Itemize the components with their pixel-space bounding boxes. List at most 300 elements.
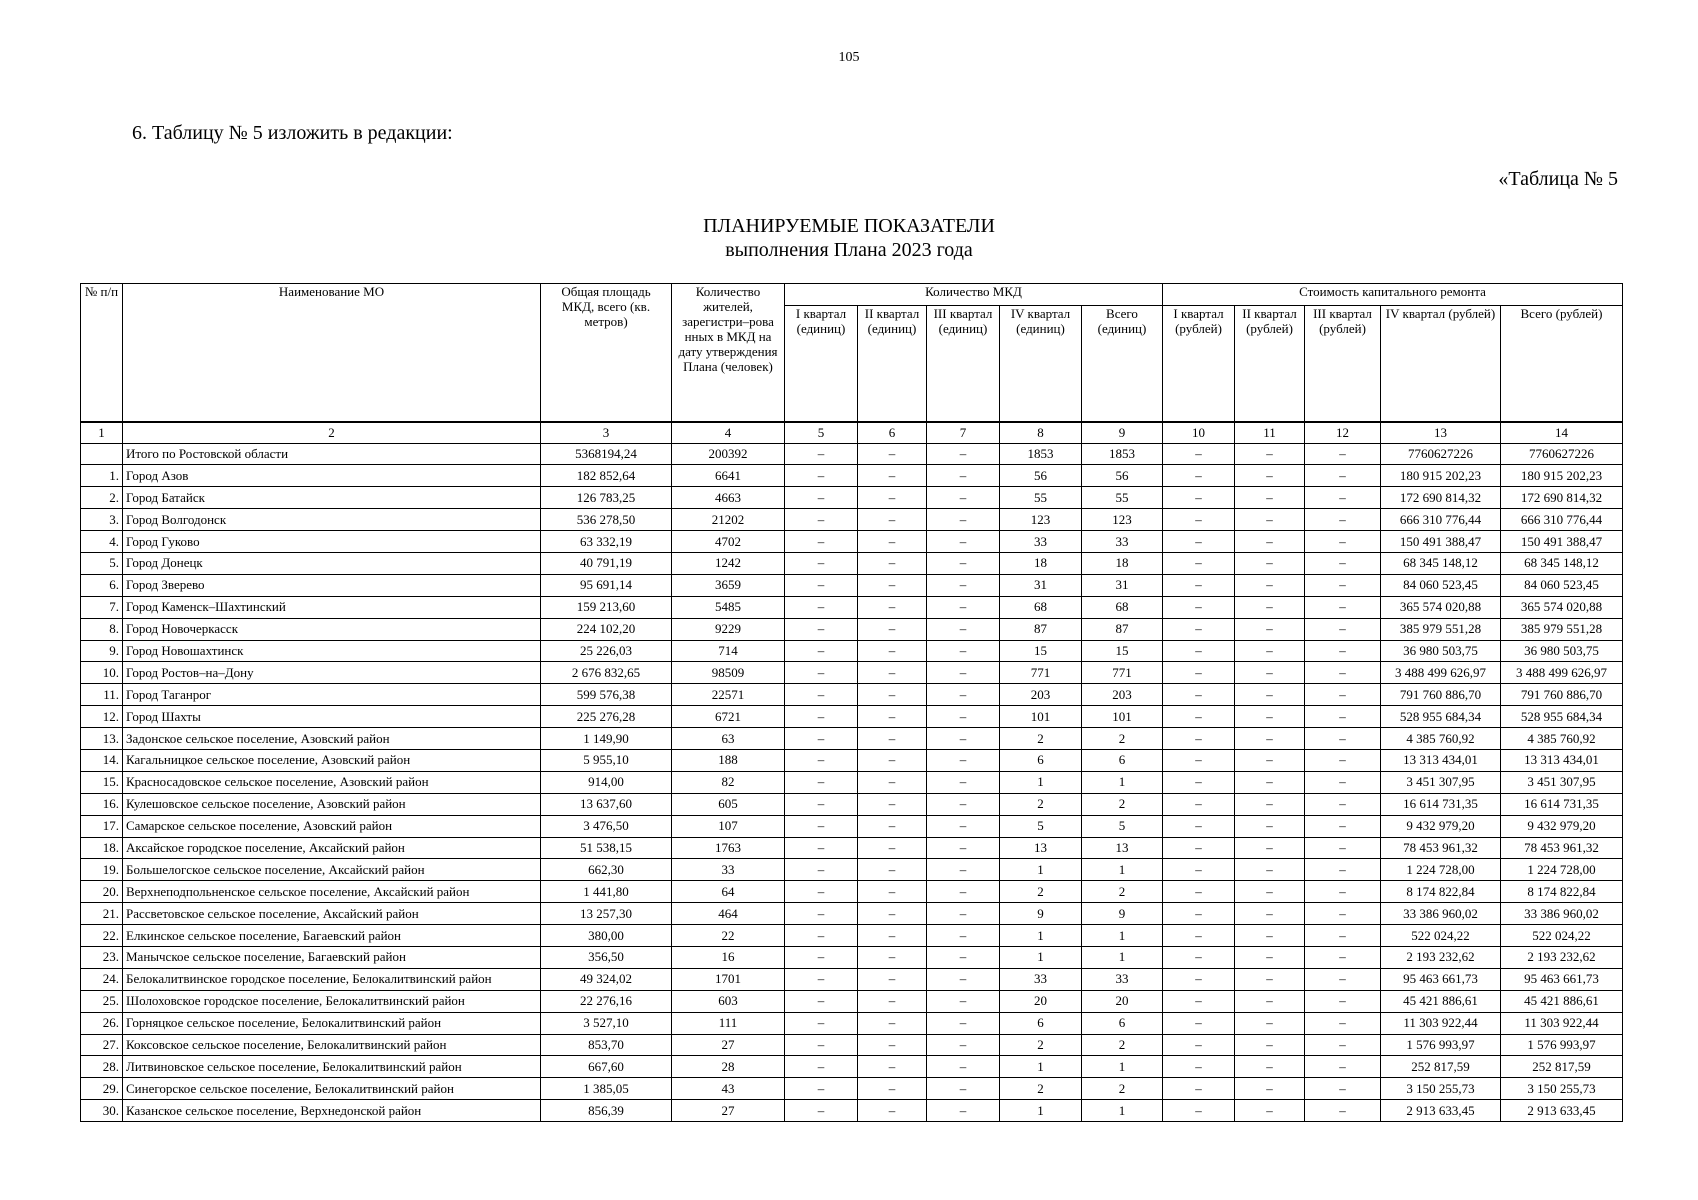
cell-q1-rub: –: [1163, 925, 1235, 947]
cell-total-rub: 528 955 684,34: [1501, 706, 1623, 728]
cell-q3-units: –: [927, 990, 1000, 1012]
cell-mo-name: Манычское сельское поселение, Багаевский район: [123, 946, 541, 968]
cell-q4-rub: 385 979 551,28: [1381, 618, 1501, 640]
cell-q1-rub: –: [1163, 706, 1235, 728]
cell-q4-units: 123: [1000, 509, 1082, 531]
cell-q4-units: 2: [1000, 793, 1082, 815]
cell-q1-units: –: [785, 1034, 858, 1056]
cell-q1-rub: –: [1163, 1034, 1235, 1056]
cell-total-rub: 36 980 503,75: [1501, 640, 1623, 662]
cell-total-rub: 365 574 020,88: [1501, 596, 1623, 618]
cell-q4-units: 1: [1000, 925, 1082, 947]
cell-residents: 1242: [672, 552, 785, 574]
table-row: [81, 684, 1623, 706]
cell-q2-units: –: [858, 771, 927, 793]
cell-q4-units: 55: [1000, 487, 1082, 509]
header-q3-units: III квартал (единиц): [927, 306, 1000, 422]
cell-q4-units: 2: [1000, 1078, 1082, 1100]
cell-q1-rub: –: [1163, 903, 1235, 925]
column-number: 7: [927, 422, 1000, 444]
table-row: [81, 815, 1623, 837]
cell-row-number: 23.: [81, 946, 123, 968]
cell-area: 3 476,50: [541, 815, 672, 837]
cell-area: 2 676 832,65: [541, 662, 672, 684]
cell-mo-name: Казанское сельское поселение, Верхнедонской район: [123, 1100, 541, 1122]
cell-q4-rub: 365 574 020,88: [1381, 596, 1501, 618]
table-row: [81, 1012, 1623, 1034]
cell-residents: 188: [672, 749, 785, 771]
cell-q1-units: –: [785, 509, 858, 531]
cell-total-units: 18: [1082, 552, 1163, 574]
cell-total-units: 1853: [1082, 443, 1163, 465]
cell-q3-units: –: [927, 1034, 1000, 1056]
cell-q3-units: –: [927, 509, 1000, 531]
cell-q4-rub: 1 576 993,97: [1381, 1034, 1501, 1056]
cell-q2-rub: –: [1235, 793, 1305, 815]
cell-area: 856,39: [541, 1100, 672, 1122]
cell-mo-name: Город Азов: [123, 465, 541, 487]
cell-mo-name: Город Донецк: [123, 552, 541, 574]
cell-area: 51 538,15: [541, 837, 672, 859]
cell-q1-units: –: [785, 903, 858, 925]
cell-total-units: 68: [1082, 596, 1163, 618]
cell-mo-name: Итого по Ростовской области: [123, 443, 541, 465]
cell-q4-units: 2: [1000, 1034, 1082, 1056]
cell-q4-rub: 36 980 503,75: [1381, 640, 1501, 662]
heading-line-2: выполнения Плана 2023 года: [725, 239, 973, 261]
cell-q3-units: –: [927, 596, 1000, 618]
cell-mo-name: Кулешовское сельское поселение, Азовский район: [123, 793, 541, 815]
cell-total-units: 5: [1082, 815, 1163, 837]
cell-q4-rub: 252 817,59: [1381, 1056, 1501, 1078]
cell-q1-units: –: [785, 1056, 858, 1078]
cell-mo-name: Кагальницкое сельское поселение, Азовский район: [123, 749, 541, 771]
cell-total-rub: 1 576 993,97: [1501, 1034, 1623, 1056]
cell-area: 5368194,24: [541, 443, 672, 465]
cell-row-number: 10.: [81, 662, 123, 684]
cell-total-units: 20: [1082, 990, 1163, 1012]
cell-q4-units: 1: [1000, 1056, 1082, 1078]
column-number-row: [81, 422, 1623, 444]
cell-row-number: 25.: [81, 990, 123, 1012]
cell-total-units: 771: [1082, 662, 1163, 684]
cell-total-rub: 13 313 434,01: [1501, 749, 1623, 771]
cell-mo-name: Рассветовское сельское поселение, Аксайский район: [123, 903, 541, 925]
cell-area: 13 257,30: [541, 903, 672, 925]
cell-q1-rub: –: [1163, 1012, 1235, 1034]
cell-mo-name: Город Зверево: [123, 574, 541, 596]
cell-q2-rub: –: [1235, 662, 1305, 684]
cell-total-rub: 791 760 886,70: [1501, 684, 1623, 706]
cell-q2-rub: –: [1235, 968, 1305, 990]
column-number: 1: [81, 422, 123, 444]
cell-q2-units: –: [858, 837, 927, 859]
cell-row-number: 30.: [81, 1100, 123, 1122]
cell-mo-name: Город Каменск–Шахтинский: [123, 596, 541, 618]
cell-q1-rub: –: [1163, 946, 1235, 968]
table-row: [81, 596, 1623, 618]
table-row: [81, 728, 1623, 750]
cell-mo-name: Шолоховское городское поселение, Белокалитвинский район: [123, 990, 541, 1012]
cell-q2-rub: –: [1235, 1056, 1305, 1078]
cell-q4-units: 6: [1000, 749, 1082, 771]
table-caption: «Таблица № 5: [1498, 168, 1618, 190]
cell-q4-rub: 3 451 307,95: [1381, 771, 1501, 793]
cell-q4-rub: 2 193 232,62: [1381, 946, 1501, 968]
cell-area: 13 637,60: [541, 793, 672, 815]
cell-q3-units: –: [927, 552, 1000, 574]
cell-q1-rub: –: [1163, 968, 1235, 990]
cell-q2-units: –: [858, 640, 927, 662]
table-row: [81, 618, 1623, 640]
cell-q4-units: 87: [1000, 618, 1082, 640]
cell-total-rub: 3 488 499 626,97: [1501, 662, 1623, 684]
cell-q2-rub: –: [1235, 1078, 1305, 1100]
cell-q3-rub: –: [1305, 968, 1381, 990]
cell-q1-units: –: [785, 793, 858, 815]
column-number: 5: [785, 422, 858, 444]
cell-area: 1 385,05: [541, 1078, 672, 1100]
cell-q2-units: –: [858, 531, 927, 553]
cell-row-number: 5.: [81, 552, 123, 574]
header-group-mkd: Количество МКД: [785, 284, 1163, 306]
cell-total-units: 101: [1082, 706, 1163, 728]
table-row: [81, 903, 1623, 925]
cell-q1-units: –: [785, 684, 858, 706]
cell-q2-units: –: [858, 749, 927, 771]
cell-q2-units: –: [858, 815, 927, 837]
cell-q3-units: –: [927, 443, 1000, 465]
table-row: [81, 1056, 1623, 1078]
cell-q2-units: –: [858, 793, 927, 815]
column-number: 11: [1235, 422, 1305, 444]
cell-total-units: 56: [1082, 465, 1163, 487]
cell-q3-rub: –: [1305, 793, 1381, 815]
cell-q4-rub: 68 345 148,12: [1381, 552, 1501, 574]
cell-q4-rub: 78 453 961,32: [1381, 837, 1501, 859]
cell-q4-units: 6: [1000, 1012, 1082, 1034]
cell-residents: 21202: [672, 509, 785, 531]
cell-q3-units: –: [927, 1078, 1000, 1100]
cell-q4-rub: 7760627226: [1381, 443, 1501, 465]
cell-residents: 98509: [672, 662, 785, 684]
total-row: [81, 443, 1623, 465]
cell-q2-rub: –: [1235, 531, 1305, 553]
cell-area: 159 213,60: [541, 596, 672, 618]
cell-q2-units: –: [858, 990, 927, 1012]
cell-q2-rub: –: [1235, 771, 1305, 793]
cell-q1-units: –: [785, 925, 858, 947]
table-row: [81, 509, 1623, 531]
cell-area: 126 783,25: [541, 487, 672, 509]
cell-q3-rub: –: [1305, 1012, 1381, 1034]
table-row: [81, 487, 1623, 509]
cell-q3-rub: –: [1305, 881, 1381, 903]
header-q2-rub: II квартал (рублей): [1235, 306, 1305, 422]
cell-q4-units: 771: [1000, 662, 1082, 684]
cell-mo-name: Город Волгодонск: [123, 509, 541, 531]
cell-total-rub: 45 421 886,61: [1501, 990, 1623, 1012]
header-q1-units: I квартал (единиц): [785, 306, 858, 422]
cell-total-units: 6: [1082, 1012, 1163, 1034]
cell-mo-name: Большелогское сельское поселение, Аксайский район: [123, 859, 541, 881]
cell-residents: 22: [672, 925, 785, 947]
cell-q3-units: –: [927, 903, 1000, 925]
cell-q2-rub: –: [1235, 881, 1305, 903]
header-total-units: Всего (единиц): [1082, 306, 1163, 422]
cell-q2-units: –: [858, 465, 927, 487]
cell-residents: 603: [672, 990, 785, 1012]
cell-q4-units: 1: [1000, 946, 1082, 968]
cell-q4-rub: 180 915 202,23: [1381, 465, 1501, 487]
cell-q2-rub: –: [1235, 465, 1305, 487]
cell-q1-units: –: [785, 968, 858, 990]
cell-residents: 28: [672, 1056, 785, 1078]
cell-row-number: 4.: [81, 531, 123, 553]
cell-q3-rub: –: [1305, 662, 1381, 684]
cell-q4-rub: 172 690 814,32: [1381, 487, 1501, 509]
cell-q4-units: 1853: [1000, 443, 1082, 465]
cell-area: 3 527,10: [541, 1012, 672, 1034]
cell-q4-units: 2: [1000, 728, 1082, 750]
cell-q1-rub: –: [1163, 815, 1235, 837]
cell-q1-units: –: [785, 487, 858, 509]
cell-q3-units: –: [927, 1012, 1000, 1034]
cell-q3-rub: –: [1305, 749, 1381, 771]
cell-q2-rub: –: [1235, 1012, 1305, 1034]
cell-q2-rub: –: [1235, 574, 1305, 596]
cell-total-units: 31: [1082, 574, 1163, 596]
column-number: 6: [858, 422, 927, 444]
cell-q1-units: –: [785, 728, 858, 750]
cell-q1-units: –: [785, 640, 858, 662]
cell-q3-units: –: [927, 771, 1000, 793]
cell-q3-rub: –: [1305, 925, 1381, 947]
cell-row-number: 15.: [81, 771, 123, 793]
cell-residents: 64: [672, 881, 785, 903]
cell-q2-rub: –: [1235, 1100, 1305, 1122]
cell-residents: 4702: [672, 531, 785, 553]
cell-row-number: 13.: [81, 728, 123, 750]
cell-row-number: 18.: [81, 837, 123, 859]
cell-residents: 605: [672, 793, 785, 815]
cell-total-units: 13: [1082, 837, 1163, 859]
cell-total-units: 1: [1082, 859, 1163, 881]
cell-q2-rub: –: [1235, 990, 1305, 1012]
cell-q4-rub: 666 310 776,44: [1381, 509, 1501, 531]
header-q4-rub: IV квартал (рублей): [1381, 306, 1501, 422]
cell-total-units: 1: [1082, 1056, 1163, 1078]
column-number: 4: [672, 422, 785, 444]
cell-row-number: 19.: [81, 859, 123, 881]
cell-q4-units: 33: [1000, 531, 1082, 553]
cell-row-number: 26.: [81, 1012, 123, 1034]
cell-residents: 111: [672, 1012, 785, 1034]
column-number: 3: [541, 422, 672, 444]
cell-total-units: 1: [1082, 1100, 1163, 1122]
cell-q1-units: –: [785, 662, 858, 684]
cell-q3-units: –: [927, 968, 1000, 990]
cell-row-number: 3.: [81, 509, 123, 531]
cell-area: 95 691,14: [541, 574, 672, 596]
table-row: [81, 552, 1623, 574]
cell-q1-rub: –: [1163, 443, 1235, 465]
header-num: № п/п: [81, 284, 123, 422]
cell-q4-rub: 45 421 886,61: [1381, 990, 1501, 1012]
heading-line-1: ПЛАНИРУЕМЫЕ ПОКАЗАТЕЛИ: [703, 215, 995, 237]
column-number: 2: [123, 422, 541, 444]
cell-q2-rub: –: [1235, 640, 1305, 662]
cell-q4-units: 18: [1000, 552, 1082, 574]
cell-q1-rub: –: [1163, 1078, 1235, 1100]
cell-mo-name: Самарское сельское поселение, Азовский район: [123, 815, 541, 837]
cell-mo-name: Задонское сельское поселение, Азовский район: [123, 728, 541, 750]
cell-total-rub: 78 453 961,32: [1501, 837, 1623, 859]
cell-row-number: 28.: [81, 1056, 123, 1078]
cell-q1-rub: –: [1163, 793, 1235, 815]
cell-q1-units: –: [785, 618, 858, 640]
cell-q4-units: 1: [1000, 771, 1082, 793]
cell-q2-rub: –: [1235, 684, 1305, 706]
cell-q1-units: –: [785, 596, 858, 618]
cell-q1-rub: –: [1163, 728, 1235, 750]
cell-q1-units: –: [785, 749, 858, 771]
cell-q3-rub: –: [1305, 1056, 1381, 1078]
cell-mo-name: Елкинское сельское поселение, Багаевский район: [123, 925, 541, 947]
cell-q3-units: –: [927, 749, 1000, 771]
cell-q1-rub: –: [1163, 640, 1235, 662]
cell-q3-units: –: [927, 640, 1000, 662]
cell-area: 225 276,28: [541, 706, 672, 728]
cell-q4-rub: 8 174 822,84: [1381, 881, 1501, 903]
cell-q4-units: 2: [1000, 881, 1082, 903]
instruction-text: 6. Таблицу № 5 изложить в редакции:: [132, 122, 453, 144]
cell-q3-units: –: [927, 815, 1000, 837]
cell-q3-rub: –: [1305, 815, 1381, 837]
cell-area: 914,00: [541, 771, 672, 793]
cell-q3-rub: –: [1305, 618, 1381, 640]
cell-q3-rub: –: [1305, 552, 1381, 574]
cell-q4-units: 31: [1000, 574, 1082, 596]
table-row: [81, 531, 1623, 553]
cell-q2-units: –: [858, 684, 927, 706]
cell-residents: 3659: [672, 574, 785, 596]
cell-q3-rub: –: [1305, 903, 1381, 925]
cell-q2-rub: –: [1235, 859, 1305, 881]
cell-residents: 27: [672, 1100, 785, 1122]
cell-q1-rub: –: [1163, 552, 1235, 574]
cell-row-number: 29.: [81, 1078, 123, 1100]
cell-q3-rub: –: [1305, 1078, 1381, 1100]
cell-q1-units: –: [785, 837, 858, 859]
cell-total-units: 2: [1082, 1078, 1163, 1100]
table-row: [81, 925, 1623, 947]
table-row: [81, 706, 1623, 728]
cell-q3-rub: –: [1305, 443, 1381, 465]
cell-row-number: 9.: [81, 640, 123, 662]
header-q1-rub: I квартал (рублей): [1163, 306, 1235, 422]
cell-q1-rub: –: [1163, 990, 1235, 1012]
cell-total-units: 123: [1082, 509, 1163, 531]
cell-q2-rub: –: [1235, 618, 1305, 640]
cell-area: 380,00: [541, 925, 672, 947]
page-number: 105: [838, 50, 860, 65]
cell-q2-units: –: [858, 552, 927, 574]
cell-q2-units: –: [858, 925, 927, 947]
table-row: [81, 771, 1623, 793]
cell-row-number: 16.: [81, 793, 123, 815]
cell-q2-units: –: [858, 859, 927, 881]
table-row: [81, 990, 1623, 1012]
cell-q2-rub: –: [1235, 749, 1305, 771]
cell-q2-rub: –: [1235, 552, 1305, 574]
cell-total-rub: 68 345 148,12: [1501, 552, 1623, 574]
cell-q3-units: –: [927, 728, 1000, 750]
header-q2-units: II квартал (единиц): [858, 306, 927, 422]
cell-q3-units: –: [927, 925, 1000, 947]
cell-residents: 6721: [672, 706, 785, 728]
cell-total-rub: 33 386 960,02: [1501, 903, 1623, 925]
indicators-table: [80, 283, 1623, 1122]
cell-area: 1 441,80: [541, 881, 672, 903]
cell-q2-rub: –: [1235, 596, 1305, 618]
cell-total-rub: 16 614 731,35: [1501, 793, 1623, 815]
cell-q4-rub: 4 385 760,92: [1381, 728, 1501, 750]
cell-area: 25 226,03: [541, 640, 672, 662]
cell-total-rub: 4 385 760,92: [1501, 728, 1623, 750]
cell-q1-rub: –: [1163, 749, 1235, 771]
cell-row-number: 21.: [81, 903, 123, 925]
cell-total-rub: 84 060 523,45: [1501, 574, 1623, 596]
cell-q2-units: –: [858, 1056, 927, 1078]
cell-total-rub: 8 174 822,84: [1501, 881, 1623, 903]
cell-area: 536 278,50: [541, 509, 672, 531]
cell-residents: 16: [672, 946, 785, 968]
cell-area: 662,30: [541, 859, 672, 881]
cell-q1-units: –: [785, 552, 858, 574]
cell-area: 182 852,64: [541, 465, 672, 487]
cell-q3-units: –: [927, 793, 1000, 815]
cell-mo-name: Город Новошахтинск: [123, 640, 541, 662]
cell-q4-rub: 791 760 886,70: [1381, 684, 1501, 706]
cell-row-number: 20.: [81, 881, 123, 903]
cell-total-rub: 11 303 922,44: [1501, 1012, 1623, 1034]
cell-mo-name: Синегорское сельское поселение, Белокалитвинский район: [123, 1078, 541, 1100]
cell-q4-units: 15: [1000, 640, 1082, 662]
cell-q1-rub: –: [1163, 531, 1235, 553]
cell-q3-units: –: [927, 946, 1000, 968]
table-row: [81, 881, 1623, 903]
cell-q3-rub: –: [1305, 859, 1381, 881]
cell-q4-units: 13: [1000, 837, 1082, 859]
cell-q1-rub: –: [1163, 684, 1235, 706]
cell-q1-rub: –: [1163, 465, 1235, 487]
cell-q1-rub: –: [1163, 574, 1235, 596]
cell-q3-rub: –: [1305, 728, 1381, 750]
cell-row-number: 17.: [81, 815, 123, 837]
cell-residents: 43: [672, 1078, 785, 1100]
cell-total-rub: 172 690 814,32: [1501, 487, 1623, 509]
cell-q1-rub: –: [1163, 771, 1235, 793]
cell-q2-units: –: [858, 618, 927, 640]
cell-q2-units: –: [858, 1100, 927, 1122]
cell-q3-rub: –: [1305, 706, 1381, 728]
cell-total-units: 1: [1082, 946, 1163, 968]
cell-mo-name: Литвиновское сельское поселение, Белокалитвинский район: [123, 1056, 541, 1078]
cell-q2-rub: –: [1235, 946, 1305, 968]
cell-q2-units: –: [858, 487, 927, 509]
column-number: 8: [1000, 422, 1082, 444]
